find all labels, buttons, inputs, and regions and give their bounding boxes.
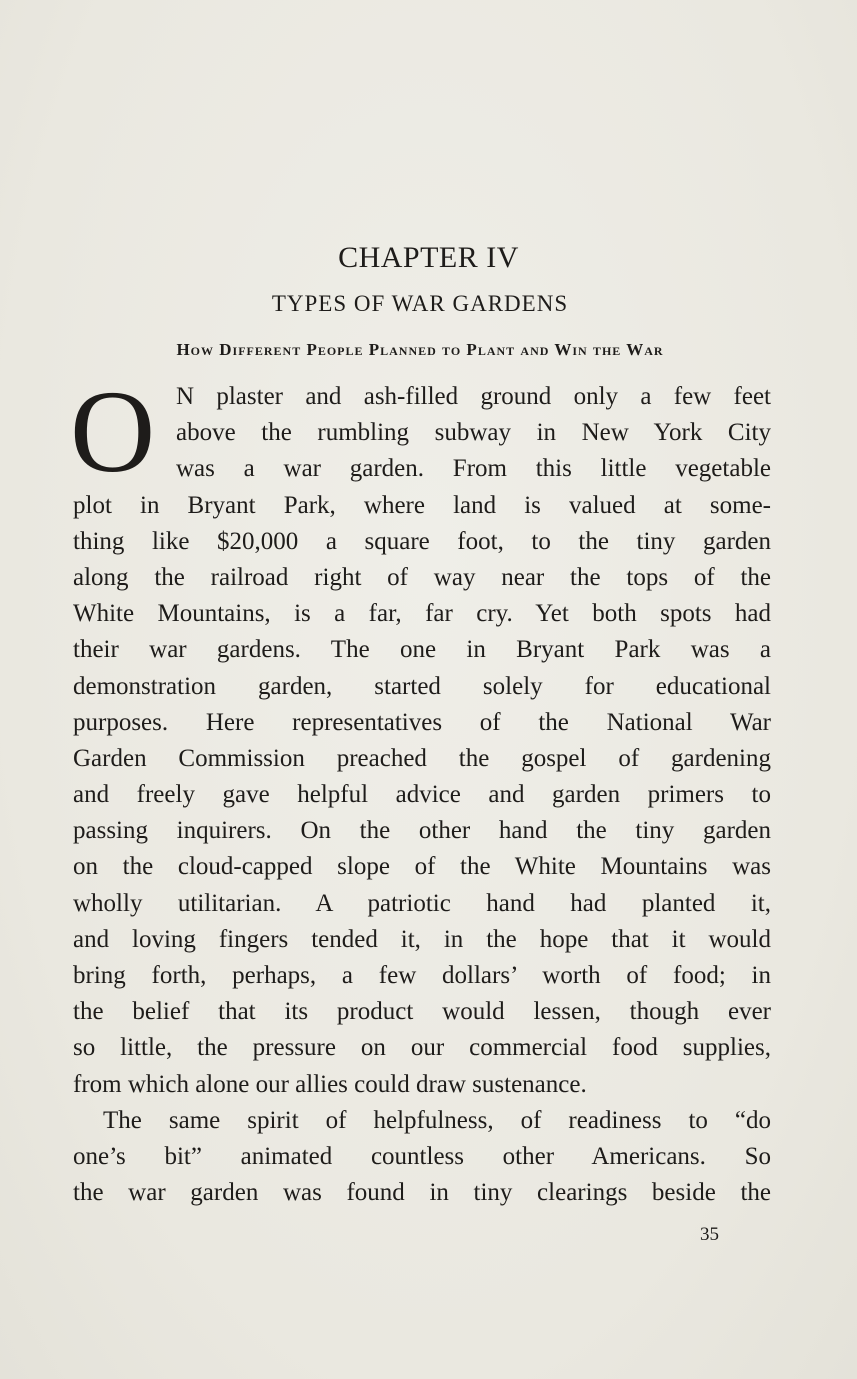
- text-line: N plaster and ash-filled ground only a few feet: [176, 383, 771, 410]
- text-line: wholly utilitarian. A patriotic hand had planted it,: [73, 889, 771, 917]
- text-line: thing like $20,000 a square foot, to the tiny garden: [73, 527, 771, 555]
- chapter-number: CHAPTER IV: [338, 241, 519, 274]
- page-number: 35: [700, 1224, 719, 1245]
- text-line: and loving fingers tended it, in the hope that it would: [73, 925, 771, 953]
- text-line: on the cloud-capped slope of the White Mountains was: [73, 853, 771, 881]
- text-line: from which alone our allies could draw sustenance.: [73, 1070, 587, 1098]
- text-line: purposes. Here representatives of the National War: [73, 708, 771, 736]
- chapter-title: TYPES OF WAR GARDENS: [271, 291, 569, 316]
- text-line: bring forth, perhaps, a few dollars’ worth of food; in: [73, 962, 771, 989]
- text-line: so little, the pressure on our commercial food supplies,: [73, 1034, 771, 1062]
- text-line: was a war garden. From this little vegetable: [176, 455, 771, 483]
- text-line: plot in Bryant Park, where land is valued at some-: [73, 491, 771, 519]
- text-line: passing inquirers. On the other hand the tiny garden: [73, 817, 771, 845]
- text-line: The same spirit of helpfulness, of readiness to “do: [103, 1106, 771, 1134]
- text-line: the war garden was found in tiny clearings beside the: [73, 1179, 771, 1207]
- text-line: White Mountains, is a far, far cry. Yet both spots had: [73, 600, 771, 628]
- text-line: the belief that its product would lessen, though ever: [73, 998, 771, 1026]
- text-line: their war gardens. The one in Bryant Park was a: [73, 636, 771, 664]
- text-line: and freely gave helpful advice and garden primers to: [73, 781, 771, 809]
- text-line: one’s bit” animated countless other Americans. So: [73, 1142, 771, 1170]
- text-line: along the railroad right of way near the tops of the: [73, 563, 771, 591]
- drop-cap-letter: O: [70, 366, 156, 497]
- body-text: [70, 366, 771, 1211]
- text-line: above the rumbling subway in New York City: [176, 419, 771, 447]
- text-line: Garden Commission preached the gospel of gardening: [73, 744, 771, 772]
- chapter-subtitle: How Different People Planned to Plant and Win the War: [176, 340, 664, 359]
- text-line: demonstration garden, started solely for educational: [73, 672, 771, 700]
